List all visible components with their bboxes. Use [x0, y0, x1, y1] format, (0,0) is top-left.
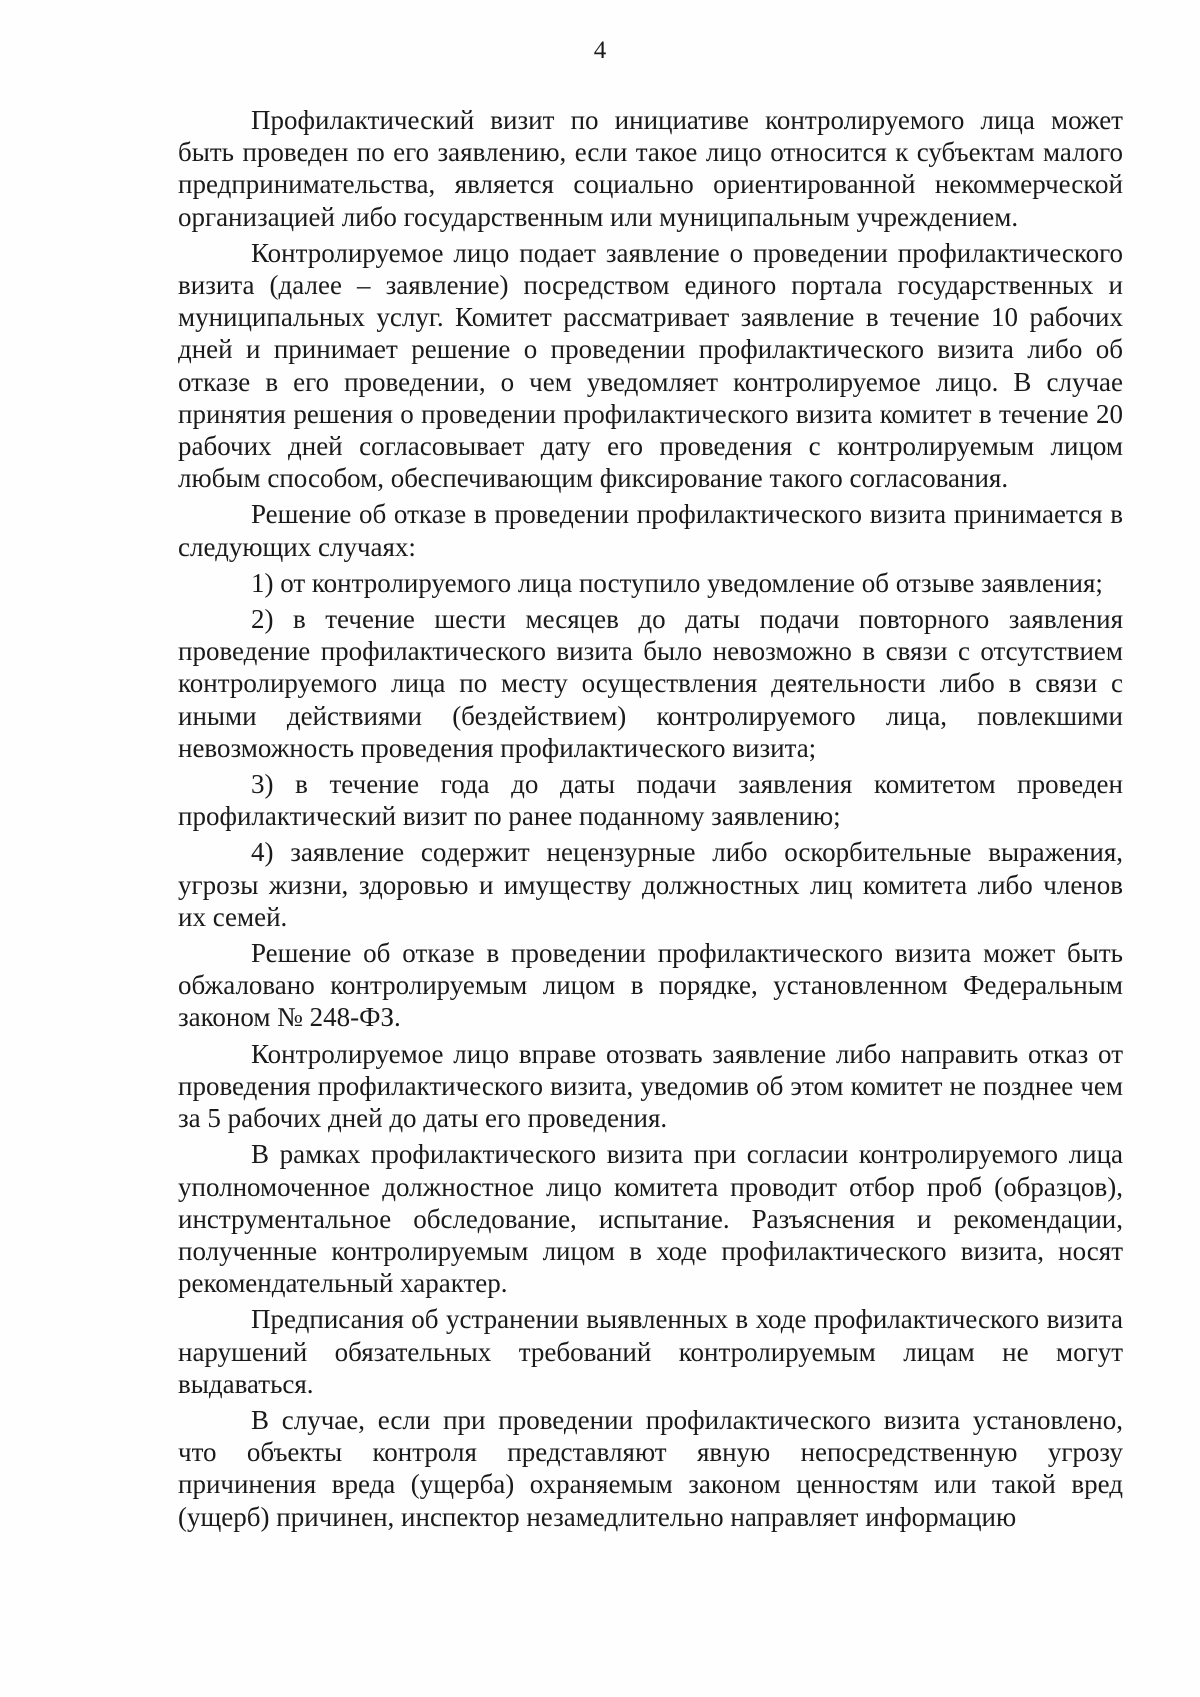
list-item-refusal-case-3: 3) в течение года до даты подачи заявления комитетом проведен профилактический визит по ранее поданному заявлению; — [178, 769, 1123, 832]
page-number: 4 — [593, 37, 607, 64]
list-item-refusal-case-1: 1) от контролируемого лица поступило уведомление об отзыве заявления; — [251, 567, 1103, 598]
paragraph-no-orders: Предписания об устранении выявленных в ходе профилактического визита нарушений обязательных требований контролируемым лицам не могут выдаваться. — [178, 1304, 1123, 1399]
paragraph-refusal-cases-intro: Решение об отказе в проведении профилактического визита принимается в следующих случаях: — [178, 499, 1123, 562]
document-body — [178, 104, 1123, 1533]
list-item-refusal-case-4: 4) заявление содержит нецензурные либо оскорбительные выражения, угрозы жизни, здоровью и имуществу должностных лиц комитета либо членов их семей. — [178, 837, 1123, 932]
paragraph-sampling-and-recommendations: В рамках профилактического визита при согласии контролируемого лица уполномоченное должностное лицо комитета проводит отбор проб (образцов), инструментальное обследование, испытание. Разъяснения и рекомендации, полученные контролируемым лицом в ходе профилактического визита, носят рекомендательный характер. — [178, 1139, 1123, 1299]
paragraph-application-procedure: Контролируемое лицо подает заявление о проведении профилактического визита (далее – заявление) посредством единого портала государственных и муниципальных услуг. Комитет рассматривает заявление в течение 10 рабочих дней и принимает решение о проведении профилактического визита либо об отказе в его проведении, о чем уведомляет контролируемое лицо. В случае принятия решения о проведении профилактического визита комитет в течение 20 рабочих дней согласовывает дату его проведения с контролируемым лицом любым способом, обеспечивающим фиксирование такого согласования. — [178, 237, 1123, 494]
list-item-refusal-case-2: 2) в течение шести месяцев до даты подачи повторного заявления проведение профилактического визита было невозможно в связи с отсутствием контролируемого лица по месту осуществления деятельности либо в связи с иными действиями (бездействием) контролируемого лица, повлекшими невозможность проведения профилактического визита; — [178, 604, 1123, 763]
paragraph-preventive-visit-initiative: Профилактический визит по инициативе контролируемого лица может быть проведен по его заявлению, если такое лицо относится к субъектам малого предпринимательства, является социально ориентированной некоммерческой организацией либо государственным или муниципальным учреждением. — [178, 105, 1123, 232]
paragraph-application-withdrawal: Контролируемое лицо вправе отозвать заявление либо направить отказ от проведения профилактического визита, уведомив об этом комитет не позднее чем за 5 рабочих дней до даты его проведения. — [178, 1038, 1123, 1134]
paragraph-refusal-appeal: Решение об отказе в проведении профилактического визита может быть обжаловано контролируемым лицом в порядке, установленном Федеральным законом № 248-ФЗ. — [178, 938, 1123, 1033]
paragraph-immediate-threat: В случае, если при проведении профилактического визита установлено, что объекты контроля представляют явную непосредственную угрозу причинения вреда (ущерба) охраняемым законом ценностям или такой вред (ущерб) причинен, инспектор незамедлительно направляет информацию — [178, 1404, 1123, 1532]
